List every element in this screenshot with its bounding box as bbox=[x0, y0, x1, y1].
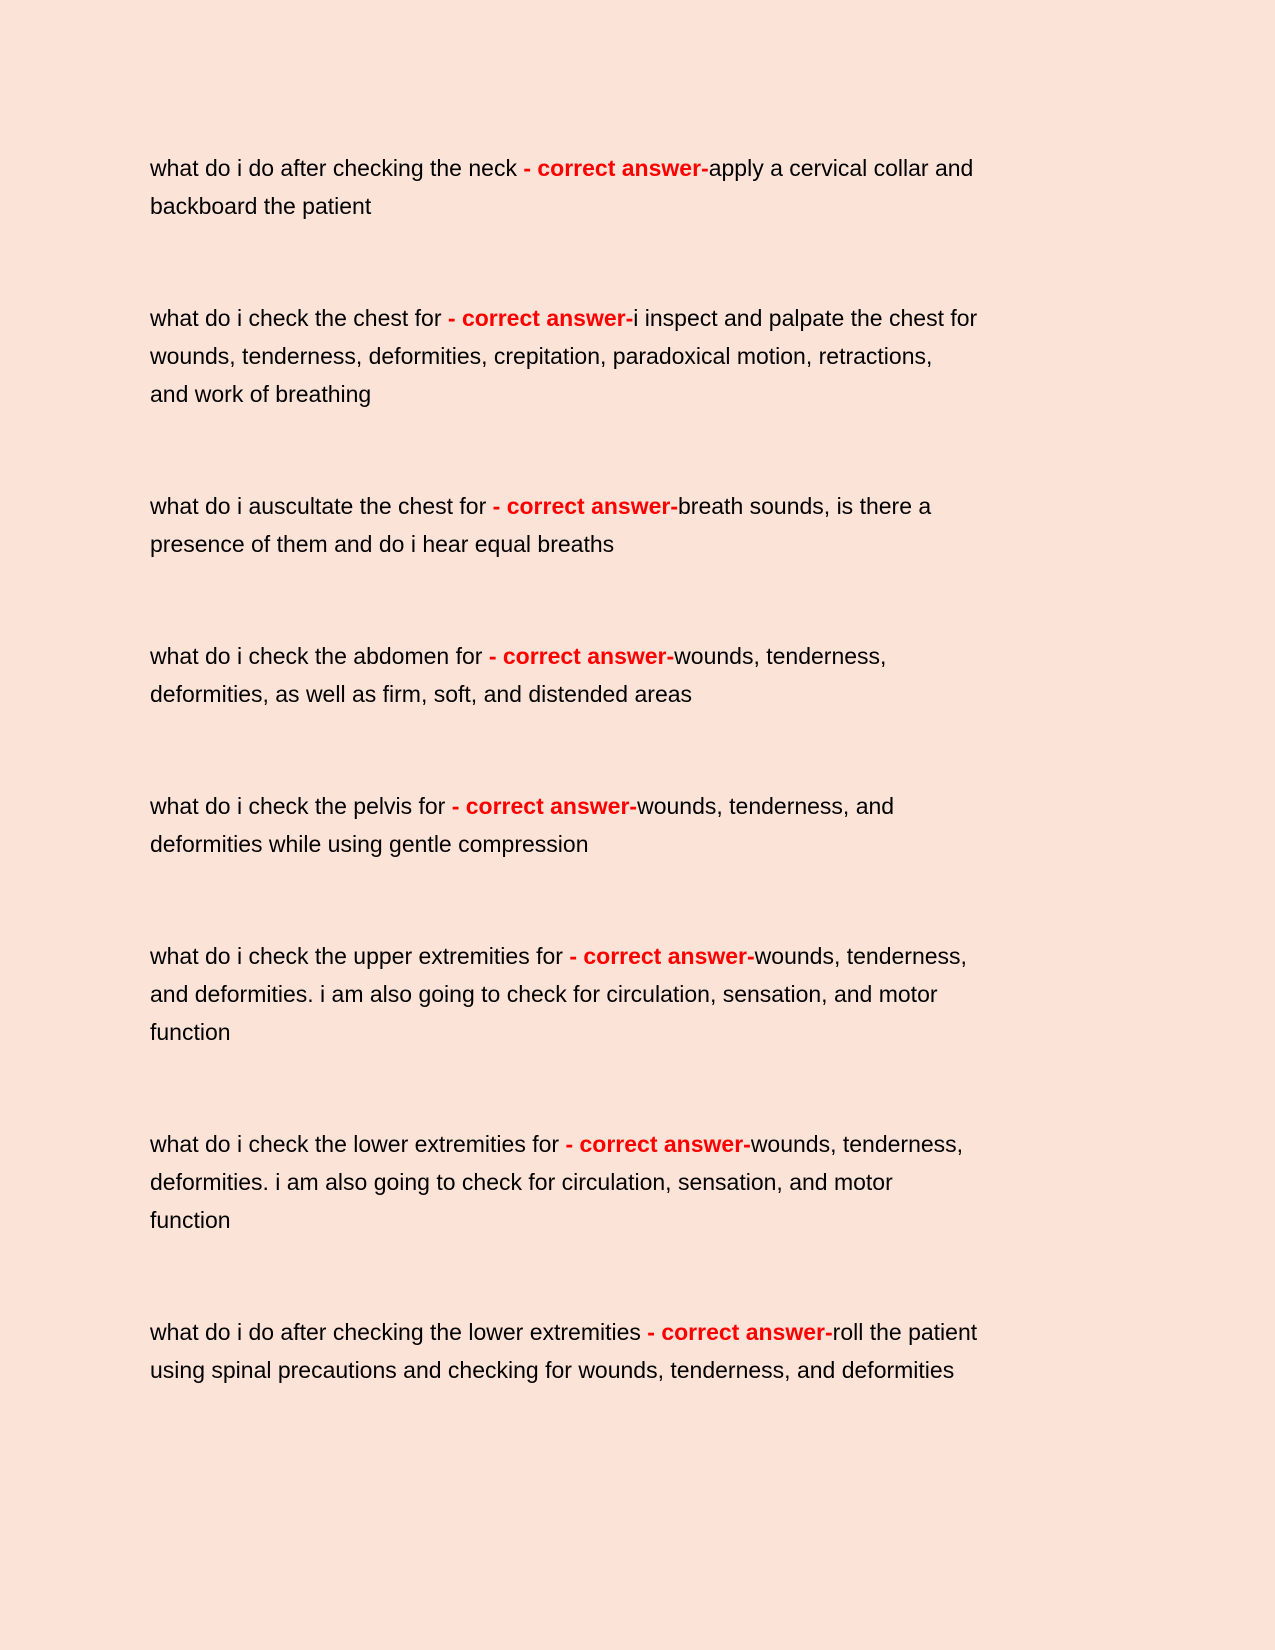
answer-text: deformities. i am also going to check for circulation, sensation, and motor bbox=[150, 1169, 893, 1195]
qa-item bbox=[150, 1313, 1275, 1389]
answer-text: wounds, tenderness, bbox=[674, 643, 887, 669]
correct-answer-marker: - correct answer- bbox=[523, 155, 709, 181]
question-text: what do i do after checking the neck bbox=[150, 155, 524, 181]
answer-text: using spinal precautions and checking for wounds, tenderness, and deformities bbox=[150, 1357, 955, 1383]
answer-text: deformities, as well as firm, soft, and distended areas bbox=[150, 681, 693, 707]
qa-item bbox=[150, 637, 1275, 713]
qa-item bbox=[150, 299, 1275, 413]
answer-text: and deformities. i am also going to check for circulation, sensation, and motor bbox=[150, 981, 938, 1007]
qa-item bbox=[150, 937, 1275, 1051]
answer-text: presence of them and do i hear equal breaths bbox=[150, 531, 615, 557]
answer-text: wounds, tenderness, and bbox=[637, 793, 895, 819]
question-text: what do i check the abdomen for bbox=[150, 643, 489, 669]
answer-text: wounds, tenderness, bbox=[750, 1131, 964, 1157]
answer-text: function bbox=[150, 1019, 231, 1045]
qa-item bbox=[150, 487, 1275, 563]
answer-text: apply a cervical collar and bbox=[708, 155, 974, 181]
answer-text: i inspect and palpate the chest for bbox=[633, 305, 978, 331]
answer-text: backboard the patient bbox=[150, 193, 372, 219]
question-text: what do i auscultate the chest for bbox=[150, 493, 493, 519]
question-text: what do i check the lower extremities for bbox=[150, 1131, 566, 1157]
answer-text: and work of breathing bbox=[150, 381, 372, 407]
correct-answer-marker: - correct answer- bbox=[451, 793, 638, 819]
answer-text: breath sounds, is there a bbox=[678, 493, 932, 519]
question-text: what do i check the pelvis for bbox=[150, 793, 452, 819]
answer-text: wounds, tenderness, bbox=[754, 943, 967, 969]
correct-answer-marker: - correct answer- bbox=[488, 643, 675, 669]
qa-item bbox=[150, 149, 1275, 225]
question-text: what do i do after checking the lower extremities bbox=[150, 1319, 648, 1345]
answer-text: wounds, tenderness, deformities, crepitation, paradoxical motion, retractions, bbox=[150, 343, 933, 369]
correct-answer-marker: - correct answer- bbox=[647, 1319, 833, 1345]
qa-item bbox=[150, 787, 1275, 863]
correct-answer-marker: - correct answer- bbox=[492, 493, 679, 519]
answer-text: function bbox=[150, 1207, 231, 1233]
correct-answer-marker: - correct answer- bbox=[565, 1131, 751, 1157]
answer-text: deformities while using gentle compression bbox=[150, 831, 589, 857]
answer-text: roll the patient bbox=[832, 1319, 978, 1345]
qa-item bbox=[150, 1125, 1275, 1239]
correct-answer-marker: - correct answer- bbox=[447, 305, 634, 331]
question-text: what do i check the upper extremities for bbox=[150, 943, 570, 969]
correct-answer-marker: - correct answer- bbox=[569, 943, 755, 969]
question-text: what do i check the chest for bbox=[150, 305, 448, 331]
